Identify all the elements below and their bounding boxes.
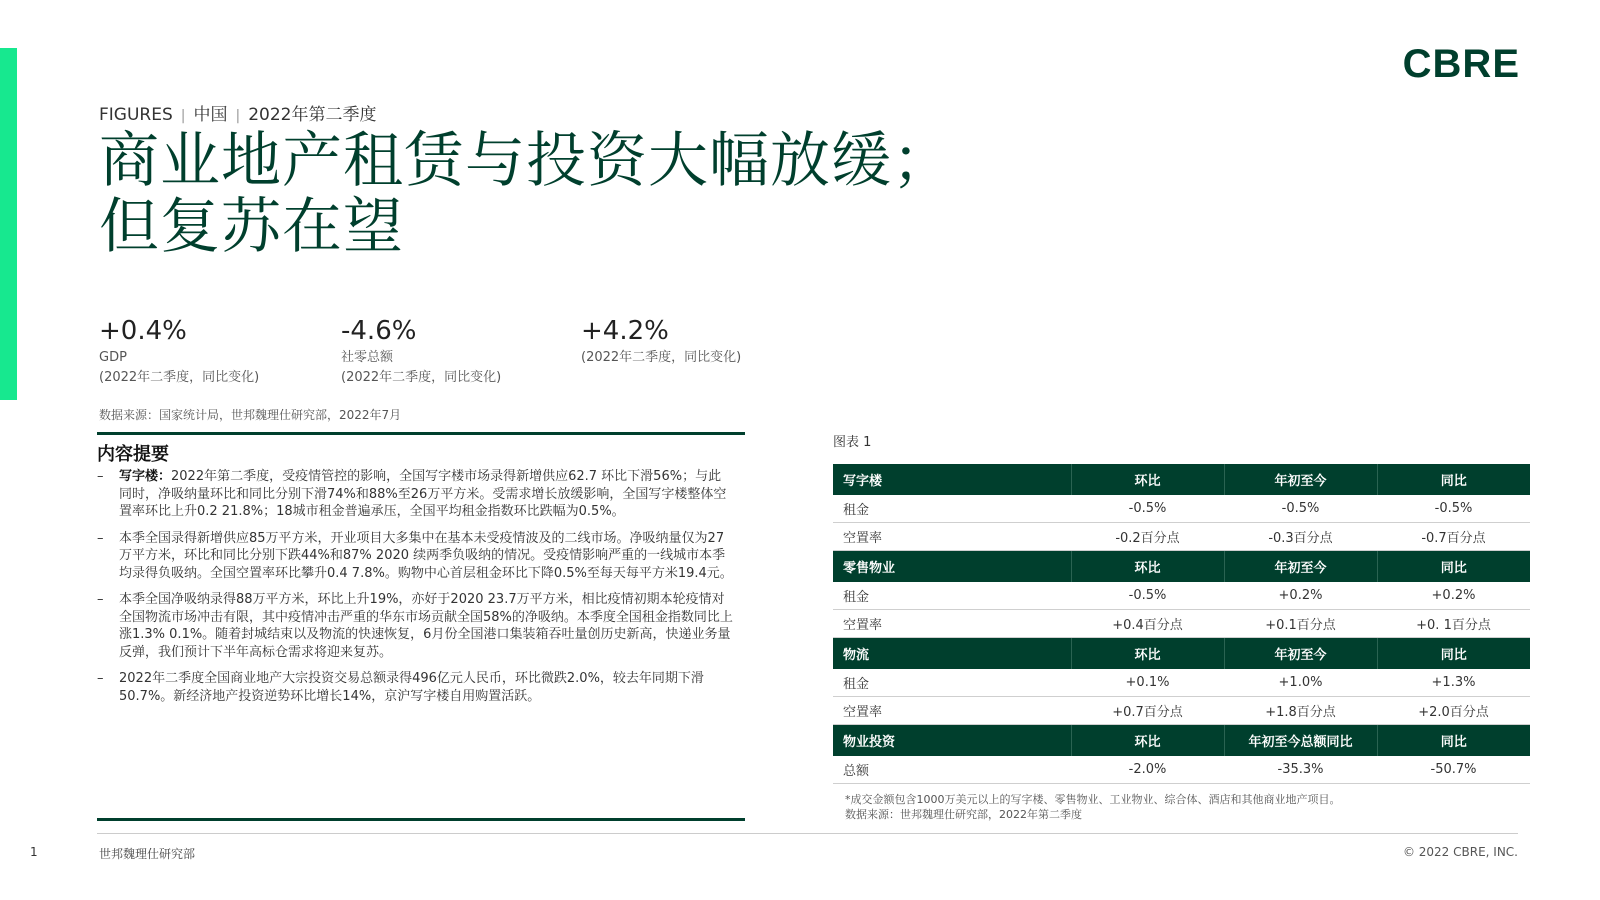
kicker xyxy=(99,100,376,125)
table-header-cell: 年初至今 xyxy=(1224,464,1377,495)
figure-label: 图表 1 xyxy=(833,435,872,450)
stat-retail-sales xyxy=(341,314,501,388)
footer-rule xyxy=(97,833,1518,834)
kicker-figures: FIGURES xyxy=(99,105,173,125)
table-cell: -35.3% xyxy=(1224,756,1377,784)
table-cell: 租金 xyxy=(833,495,1071,523)
table-row xyxy=(833,697,1530,725)
bullet-investment xyxy=(97,670,733,705)
bullet-logistics xyxy=(97,591,733,661)
stat-label: GDP xyxy=(99,350,127,365)
table-header-cell: 写字楼 xyxy=(833,464,1071,495)
summary-bullets xyxy=(97,468,733,714)
table-row xyxy=(833,610,1530,638)
table-row xyxy=(833,756,1530,784)
bullet-text: 本季全国净吸纳录得88万平方米，环比上升19%，亦好于2020 23.7万平方米，相比疫情初期本轮疫情对全国物流市场冲击有限，其中疫情冲击严重的华东市场贡献全国58%的净吸纳。本季度全国租金指数同比上涨1.3% 0.1%。随着封城结束以及物流的快速恢复，6月份全国港口集装箱吞吐量创历史新高，快递业务量反弹，我们预计下半年高标仓需求将迎来复苏。 xyxy=(119,592,733,660)
kicker-separator: | xyxy=(235,108,241,124)
table-cell: +1.0% xyxy=(1224,669,1377,697)
table-header-cell: 同比 xyxy=(1377,464,1530,495)
bullet-lead: 写字楼： xyxy=(119,469,172,484)
table-header-cell: 环比 xyxy=(1071,464,1224,495)
table-row xyxy=(833,669,1530,697)
table-row xyxy=(833,495,1530,523)
bullet-text: 2022年二季度全国商业地产大宗投资交易总额录得496亿元人民币，环比微跌2.0%，较去年同期下滑50.7%。新经济地产投资逆势环比增长14%，京沪写字楼自用购置活跃。 xyxy=(119,671,704,704)
table-cell: +1.3% xyxy=(1377,669,1530,697)
summary-title: 内容提要 xyxy=(97,444,169,465)
table-header-cell: 物业投资 xyxy=(833,725,1071,757)
bullet-dash: – xyxy=(97,469,104,484)
bullet-dash: – xyxy=(97,592,104,607)
table-cell: -0.7百分点 xyxy=(1377,523,1530,551)
table-cell: -0.5% xyxy=(1377,495,1530,523)
table-cell: -0.3百分点 xyxy=(1224,523,1377,551)
figure-source: 数据来源：世邦魏理仕研究部，2022年第二季度 xyxy=(845,808,1082,821)
summary-bottom-rule xyxy=(97,818,745,821)
table-cell: -0.5% xyxy=(1224,495,1377,523)
table-header-cell: 零售物业 xyxy=(833,551,1071,583)
table-cell: +0.1% xyxy=(1071,669,1224,697)
table-cell: 空置率 xyxy=(833,523,1071,551)
section-header-logistics xyxy=(833,638,1530,670)
section-header-office xyxy=(833,464,1530,495)
table-cell: -0.5% xyxy=(1071,582,1224,610)
table-header-cell: 同比 xyxy=(1377,638,1530,670)
table-header-cell: 物流 xyxy=(833,638,1071,670)
table-cell: +0.1百分点 xyxy=(1224,610,1377,638)
page-number: 1 xyxy=(30,845,38,859)
figure-note: *成交金额包含1000万美元以上的写字楼、零售物业、工业物业、综合体、酒店和其他商业地产项目。 xyxy=(845,793,1341,806)
table-cell: 租金 xyxy=(833,669,1071,697)
table-cell: +0.2% xyxy=(1224,582,1377,610)
table-cell: +2.0百分点 xyxy=(1377,697,1530,725)
stat-gdp xyxy=(99,314,259,388)
bullet-text: 本季全国录得新增供应85万平方米，开业项目大多集中在基本未受疫情波及的二线市场。净吸纳量仅为27万平方米，环比和同比分别下跌44%和87% 2020 续两季负吸纳的情况。受疫情影响严重的一线城市本季均录得负吸纳。全国空置率环比攀升0.4 7.8%。购物中心首层租金环比下降0.5%至每天每平方米19.4元。 xyxy=(119,530,733,581)
stat-label: 社零总额 xyxy=(341,350,394,365)
table-cell: 空置率 xyxy=(833,610,1071,638)
table-cell: 空置率 xyxy=(833,697,1071,725)
table-cell: +0.7百分点 xyxy=(1071,697,1224,725)
kicker-region: 中国 xyxy=(193,105,228,125)
bullet-office xyxy=(97,468,733,521)
table-cell: -2.0% xyxy=(1071,756,1224,784)
table-header-cell: 同比 xyxy=(1377,725,1530,757)
bullet-dash: – xyxy=(97,671,104,686)
table-cell: 总额 xyxy=(833,756,1071,784)
kicker-period: 2022年第二季度 xyxy=(248,105,377,125)
table-cell: +0.2% xyxy=(1377,582,1530,610)
title-line-1: 商业地产租赁与投资大幅放缓； xyxy=(99,126,953,196)
table-header-cell: 环比 xyxy=(1071,725,1224,757)
table-header-cell: 环比 xyxy=(1071,638,1224,670)
footer-department: 世邦魏理仕研究部 xyxy=(99,847,196,861)
section-header-investment xyxy=(833,725,1530,757)
title-line-2: 但复苏在望 xyxy=(99,192,404,262)
stat-value: +0.4% xyxy=(99,316,187,346)
table-header-cell: 年初至今 xyxy=(1224,551,1377,583)
table-row xyxy=(833,523,1530,551)
stats-source: 数据来源：国家统计局，世邦魏理仕研究部，2022年7月 xyxy=(99,408,402,422)
table-cell: -0.5% xyxy=(1071,495,1224,523)
stat-value: -4.6% xyxy=(341,316,417,346)
figure-notes xyxy=(845,792,1341,822)
table-row xyxy=(833,582,1530,610)
table-cell: +1.8百分点 xyxy=(1224,697,1377,725)
accent-bar xyxy=(0,48,17,400)
cbre-logo: CBRE xyxy=(1402,42,1520,86)
figure-table xyxy=(833,464,1530,784)
bullet-retail xyxy=(97,530,733,583)
summary-top-rule xyxy=(97,432,745,435)
bullet-text: 2022年第二季度，受疫情管控的影响，全国写字楼市场录得新增供应62.7 环比下滑56%；与此同时，净吸纳量环比和同比分别下滑74%和88%至26万平方米。受需求增长放缓影响，全国写字楼整体空置率环比上升0.2 21.8%；18城市租金普遍承压，全国平均租金指数环比跌幅为0.5%。 xyxy=(119,469,727,519)
section-header-retail xyxy=(833,551,1530,583)
table-header-cell: 环比 xyxy=(1071,551,1224,583)
table-cell: -0.2百分点 xyxy=(1071,523,1224,551)
stat-subtitle: (2022年二季度，同比变化) xyxy=(581,350,742,365)
stat-third xyxy=(581,314,741,368)
page-title xyxy=(99,128,953,260)
table-cell: +0. 1百分点 xyxy=(1377,610,1530,638)
stat-subtitle: (2022年二季度，同比变化) xyxy=(99,370,260,385)
table-cell: +0.4百分点 xyxy=(1071,610,1224,638)
bullet-dash: – xyxy=(97,530,104,546)
table-header-cell: 同比 xyxy=(1377,551,1530,583)
footer-copyright: © 2022 CBRE, INC. xyxy=(1402,845,1518,859)
kicker-separator: | xyxy=(180,108,186,124)
stat-value: +4.2% xyxy=(581,316,669,346)
stat-subtitle: (2022年二季度，同比变化) xyxy=(341,370,502,385)
table-cell: -50.7% xyxy=(1377,756,1530,784)
table-header-cell: 年初至今 xyxy=(1224,638,1377,670)
table-header-cell: 年初至今总额同比 xyxy=(1224,725,1377,757)
table-cell: 租金 xyxy=(833,582,1071,610)
